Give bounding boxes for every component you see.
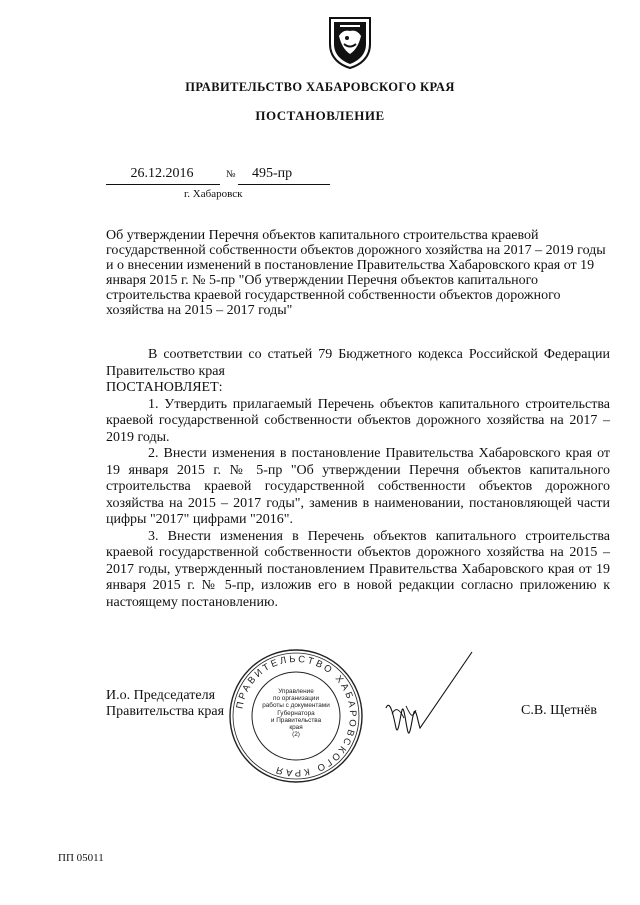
stamp-line: Губернатора: [277, 709, 315, 717]
document-type: ПОСТАНОВЛЕНИЕ: [255, 108, 385, 123]
item-1: 1. Утвердить прилагаемый Перечень объектов капитального строительства краевой государственной собственности объектов дорожного хозяйства на 2017 – 2019 годы.: [106, 396, 610, 445]
stamp-line: работы с документами: [262, 702, 330, 710]
resolves-heading: ПОСТАНОВЛЯЕТ:: [106, 380, 223, 395]
handwritten-signature: [376, 648, 476, 748]
date-underline: [106, 184, 220, 185]
stamp-line: и Правительства: [270, 716, 322, 724]
decree-number: 495-пр: [252, 166, 293, 181]
intro-paragraph: В соответствии со статьей 79 Бюджетного кодекса Российской Федерации Правительство края: [106, 347, 610, 379]
stamp-line: (2): [292, 731, 300, 739]
item-2: 2. Внести изменения в постановление Правительства Хабаровского края от 19 января 2015 г. № 5-пр "Об утверждении Перечня объектов капитального строительства краевой государственной собственности объектов дорожного хозяйства на 2015 – 2017 годы", заменив в наименовании, постановляющей части цифры "2017" цифрами "2016".: [106, 446, 610, 527]
signatory-position: [106, 688, 224, 720]
item-3: 3. Внести изменения в Перечень объектов капитального строительства краевой государственной собственности объектов дорожного хозяйства на 2015 – 2017 годы, утвержденный постановлением Правительства Хабаровского края от 19 января 2015 г. № 5-пр, изложив его в новой редакции согласно приложению к настоящему постановлению.: [106, 528, 610, 610]
coat-of-arms-icon: [326, 14, 374, 70]
decree-date: 26.12.2016: [130, 166, 194, 181]
decree-subject: Об утверждении Перечня объектов капитального строительства краевой государственной собственности объектов дорожного хозяйства на 2017 – 2019 годы и о внесении изменений в постановление Правительства Хабаровского края от 19 января 2015 г. № 5-пр "Об утверждении Перечня объектов капитального строительства краевой государственной собственности объектов дорожного хозяйства на 2015 – 2017 годы": [106, 228, 606, 318]
stamp-line: по организации: [272, 695, 320, 703]
decree-body: [106, 347, 610, 611]
position-line-1: И.о. Председателя: [106, 688, 216, 703]
document-code: ПП 05011: [58, 852, 104, 864]
stamp-inner-text: [261, 688, 331, 738]
number-sign: №: [226, 169, 236, 180]
government-title: ПРАВИТЕЛЬСТВО ХАБАРОВСКОГО КРАЯ: [185, 80, 455, 94]
stamp-line: края: [289, 724, 303, 732]
stamp-ring-text: ПРАВИТЕЛЬСТВО ХАБАРОВСКОГО КРАЯ: [234, 653, 359, 779]
signatory-name: С.В. Щетнёв: [521, 703, 597, 718]
stamp-line: Управление: [278, 688, 314, 695]
city: г. Хабаровск: [184, 188, 243, 200]
number-underline: [238, 184, 330, 185]
position-line-2: Правительства края: [106, 704, 225, 719]
